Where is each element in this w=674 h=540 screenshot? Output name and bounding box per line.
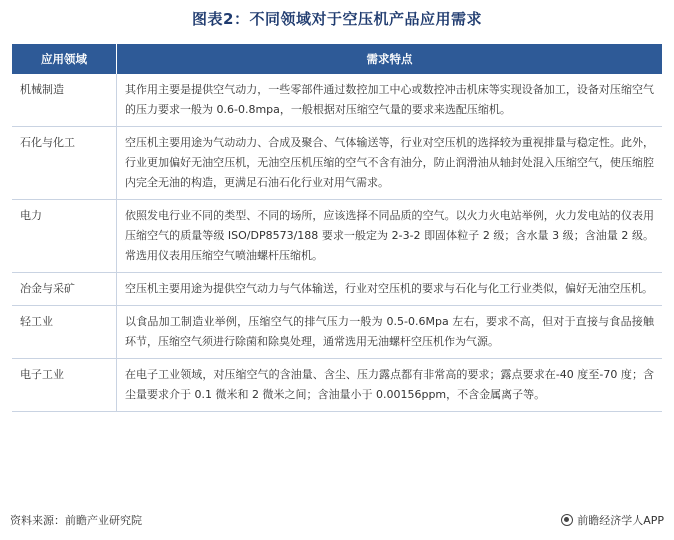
table-row [12,306,662,359]
table-row [12,74,662,127]
row-field: 冶金与采矿 [12,273,117,306]
row-desc: 以食品加工制造业举例，压缩空气的排气压力一般为 0.5-0.6Mpa 左右，要求不高，但对于直接与食品接触环节，压缩空气须进行除菌和除臭处理，通常选用无油螺杆空压机作为气源。 [117,306,663,359]
row-field: 轻工业 [12,306,117,359]
qianzhan-logo-icon [561,514,573,526]
requirements-table [12,44,662,412]
table-row [12,273,662,306]
figure-title: 图表2：不同领域对于空压机产品应用需求 [192,10,482,28]
row-desc: 空压机主要用途为提供空气动力与气体输送，行业对空压机的要求与石化与化工行业类似，偏好无油空压机。 [117,273,663,306]
source-note: 资料来源：前瞻产业研究院 [10,514,142,527]
row-field: 石化与化工 [12,127,117,200]
row-desc: 依照发电行业不同的类型、不同的场所，应该选择不同品质的空气。以火力火电站举例，火力发电站的仪表用压缩空气的质量等级 ISO/DP8573/188 要求一般定为 2-3-2 即固体粒子 2 级；含水量 3 级；含油量 2 级。常选用仪表用压缩空气喷油螺杆压缩机。 [117,200,663,273]
brand-label: 前瞻经济学人APP [577,514,664,527]
brand [561,512,664,528]
row-desc: 其作用主要是提供空气动力，一些零部件通过数控加工中心或数控冲击机床等实现设备加工，设备对压缩空气的压力要求一般为 0.6-0.8mpa，一般根据对压缩空气量的要求来选配压缩机。 [117,74,663,127]
table-row [12,200,662,273]
header-desc: 需求特点 [117,44,663,74]
row-field: 电子工业 [12,359,117,412]
footer [10,512,664,530]
table-row [12,359,662,412]
row-desc: 空压机主要用途为气动动力、合成及聚合、气体输送等，行业对空压机的选择较为重视排量与稳定性。此外，行业更加偏好无油空压机，无油空压机压缩的空气不含有油分，防止润滑油从轴封处混入压缩空气，使压缩腔内完全无油的构造，更满足石油石化行业对用气需求。 [117,127,663,200]
table-header-row [12,44,662,74]
row-field: 机械制造 [12,74,117,127]
table-row [12,127,662,200]
header-field: 应用领域 [12,44,117,74]
row-field: 电力 [12,200,117,273]
row-desc: 在电子工业领域，对压缩空气的含油量、含尘、压力露点都有非常高的要求；露点要求在-40 度至-70 度；含尘量要求介于 0.1 微米和 2 微米之间；含油量小于 0.00156ppm，不含金属离子等。 [117,359,663,412]
